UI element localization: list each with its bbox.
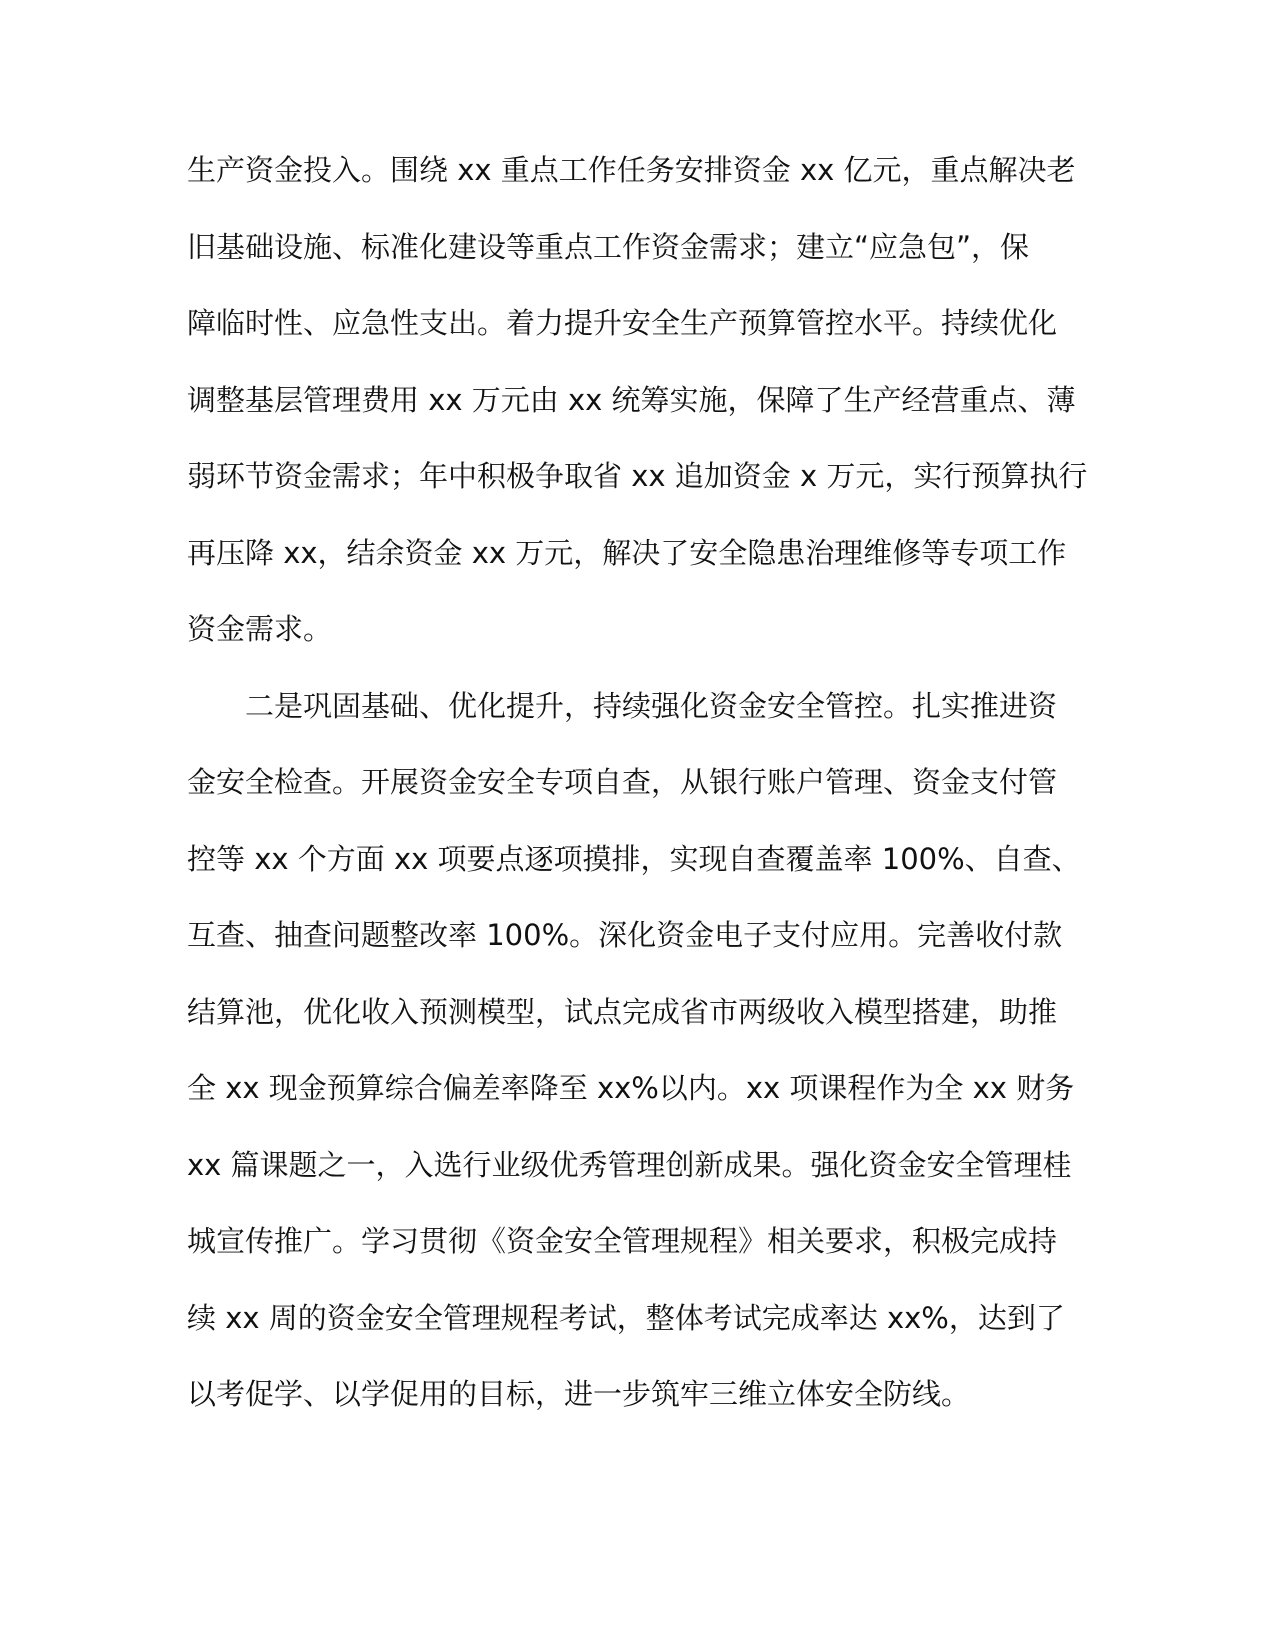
text-line: 城宣传推广。学习贯彻《资金安全管理规程》相关要求，积极完成持 — [187, 1224, 1058, 1258]
body-text — [187, 140, 1087, 1441]
text-line: 再压降 xx，结余资金 xx 万元，解决了安全隐患治理维修等专项工作 — [187, 535, 1067, 570]
text-line: 资金需求。 — [187, 612, 333, 646]
text-line: 旧基础设施、标准化建设等重点工作资金需求；建立“应急包”，保 — [187, 229, 1030, 264]
text-line: 全 xx 现金预算综合偏差率降至 xx%以内。xx 项课程作为全 xx 财务 — [187, 1071, 1075, 1105]
text-line: 控等 xx 个方面 xx 项要点逐项摸排，实现自查覆盖率 100%、自查、 — [187, 841, 1081, 876]
text-line: 调整基层管理费用 xx 万元由 xx 统筹实施，保障了生产经营重点、薄 — [187, 382, 1076, 417]
text-line: 结算池，优化收入预测模型，试点完成省市两级收入模型搭建，助推 — [187, 994, 1058, 1029]
paragraph-start-line: 二是巩固基础、优化提升，持续强化资金安全管控。扎实推进资 — [245, 688, 1058, 723]
text-line: 互查、抽查问题整改率 100%。深化资金电子支付应用。完善收付款 — [187, 918, 1063, 952]
text-line: 续 xx 周的资金安全管理规程考试，整体考试完成率达 xx%，达到了 — [187, 1300, 1065, 1335]
text-line: 以考促学、以学促用的目标，进一步筑牢三维立体安全防线。 — [187, 1377, 971, 1411]
text-line: 金安全检查。开展资金安全专项自查，从银行账户管理、资金支付管 — [187, 765, 1058, 799]
text-line: 障临时性、应急性支出。着力提升安全生产预算管控水平。持续优化 — [187, 306, 1058, 340]
text-line: 生产资金投入。围绕 xx 重点工作任务安排资金 xx 亿元，重点解决老 — [187, 153, 1076, 187]
text-line: xx 篇课题之一，入选行业级优秀管理创新成果。强化资金安全管理桂 — [187, 1147, 1072, 1182]
text-line: 弱环节资金需求；年中积极争取省 xx 追加资金 x 万元，实行预算执行 — [187, 459, 1088, 493]
